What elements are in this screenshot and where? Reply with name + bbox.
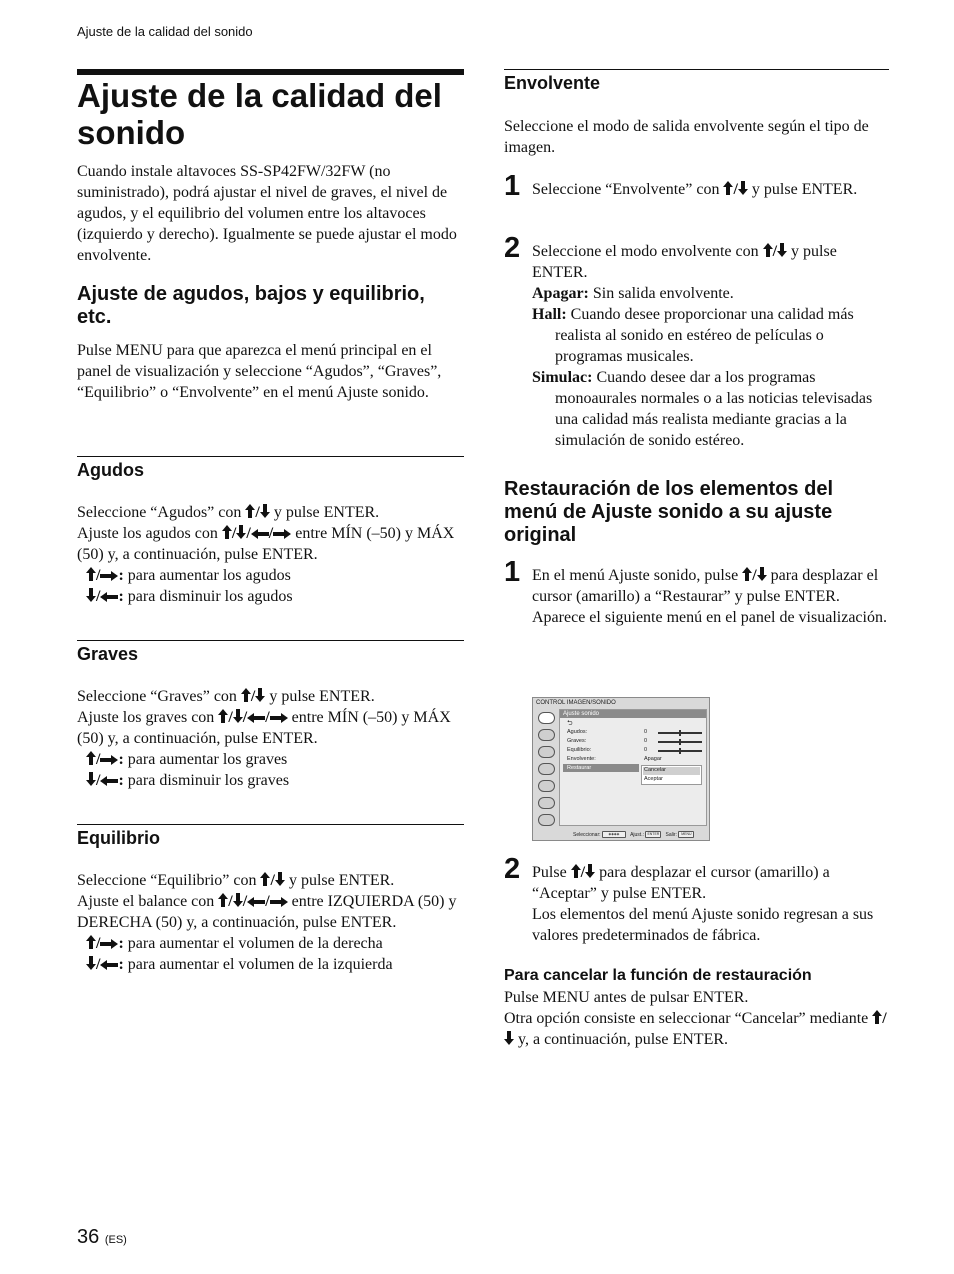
arrow-up-icon xyxy=(241,688,251,702)
enter-key: ENTER xyxy=(645,831,661,838)
graves-body: Seleccione “Graves” con / y pulse ENTER. Ajuste los graves con / / / entre MÍN (–50) y MÁX (50) y, a continuación, pulse ENTER. / : para aumentar los graves / : para disminuir los graves xyxy=(77,688,451,789)
clock-icon xyxy=(538,797,555,809)
restore-step2: Pulse / para desplazar el cursor (amarillo) a “Aceptar” y pulse ENTER. Los elementos del menú Ajuste sonido regresan a sus valores predeterminados de fábrica. xyxy=(532,864,874,944)
arrow-right-icon xyxy=(100,755,118,765)
arrow-down-icon xyxy=(255,688,265,702)
footer-adjust-label: Ajust.: xyxy=(630,831,644,838)
arrow-up-icon xyxy=(218,709,228,723)
envolvente-rule xyxy=(504,69,889,70)
menu-row-value: 0 xyxy=(644,738,648,744)
arrow-down-icon xyxy=(504,1031,514,1045)
arrow-right-icon xyxy=(100,939,118,949)
menu-row-label: Envolvente: xyxy=(567,756,596,762)
arrow-up-icon xyxy=(723,181,733,195)
equilibrio-body: Seleccione “Equilibrio” con / y pulse ENTER. Ajuste el balance con / / / entre IZQUIERDA (50) y DERECHA (50) y, a continuación, pulse ENTER. / : para aumentar el volumen de la derecha / : para aumentar el volumen de la izquierda xyxy=(77,872,457,973)
arrow-down-icon xyxy=(585,864,595,878)
arrow-down-icon xyxy=(260,504,270,518)
arrow-up-icon xyxy=(763,243,773,257)
arrow-down-icon xyxy=(86,772,96,786)
arrow-left-icon xyxy=(100,960,118,970)
arrow-left-icon xyxy=(247,897,265,907)
menu-sidebar xyxy=(535,709,559,829)
arrow-down-icon xyxy=(86,956,96,970)
step-number: 2 xyxy=(504,853,521,885)
arrow-down-icon xyxy=(233,893,243,907)
arrow-up-icon xyxy=(86,935,96,949)
menu-row-label: Graves: xyxy=(567,738,587,744)
step-number: 2 xyxy=(504,232,521,264)
popup-option-cancel: Cancelar xyxy=(644,767,667,773)
arrow-up-icon xyxy=(872,1010,882,1024)
envolvente-intro: Seleccione el modo de salida envolvente según el tipo de imagen. xyxy=(504,118,869,156)
arrow-down-icon xyxy=(236,525,246,539)
picture-icon xyxy=(538,729,555,741)
menu-row-label: Agudos: xyxy=(567,729,588,735)
options-icon xyxy=(538,814,555,826)
step-number: 1 xyxy=(504,170,521,202)
menu-footer xyxy=(573,831,694,839)
running-header: Ajuste de la calidad del sonido xyxy=(77,24,253,39)
arrow-right-icon xyxy=(273,529,291,539)
adjust-paragraph: Pulse MENU para que aparezca el menú principal en el panel de visualización y seleccione “Agudos”, “Graves”, “Equilibrio” o “Envolvente” en el menú Ajuste sonido. xyxy=(77,342,442,401)
slider-knob xyxy=(679,739,681,745)
slider-knob xyxy=(679,730,681,736)
arrow-left-icon xyxy=(247,713,265,723)
popup-option-accept: Aceptar xyxy=(644,776,663,782)
envolvente-step1: Seleccione “Envolvente” con / y pulse ENTER. xyxy=(532,181,858,198)
menu-key: MENU xyxy=(678,831,694,838)
menu-row-label: Equilibrio: xyxy=(567,747,592,753)
arrow-up-icon xyxy=(218,893,228,907)
slider-knob xyxy=(679,748,681,754)
input-icon xyxy=(538,780,555,792)
equilibrio-rule xyxy=(77,824,464,825)
arrow-up-icon xyxy=(222,525,232,539)
arrow-left-icon xyxy=(100,776,118,786)
intro-paragraph: Cuando instale altavoces SS-SP42FW/32FW (no suministrado), podrá ajustar el nivel de graves, el nivel de agudos, y el equilibrio del volumen entre los altavoces (izquierdo y derecho). Igualmente se puede ajustar el modo envolvente. xyxy=(77,163,457,264)
graves-heading: Graves xyxy=(77,644,139,664)
sound-icon xyxy=(538,712,555,724)
arrow-up-icon xyxy=(86,751,96,765)
arrow-up-icon xyxy=(571,864,581,878)
page-number: 36 (ES) xyxy=(77,1226,127,1248)
agudos-heading: Agudos xyxy=(77,460,144,480)
menu-panel xyxy=(559,709,707,826)
menu-title: CONTROL IMAGEN/SONIDO xyxy=(536,700,616,706)
setup-icon xyxy=(538,763,555,775)
restore-step1: En el menú Ajuste sonido, pulse / para desplazar el cursor (amarillo) a “Restaurar” y pulse ENTER. Aparece el siguiente menú en el panel de visualización. xyxy=(532,567,887,626)
arrow-up-icon xyxy=(245,504,255,518)
agudos-rule xyxy=(77,456,464,457)
arrow-right-icon xyxy=(100,571,118,581)
arrow-right-icon xyxy=(270,897,288,907)
arrow-left-icon xyxy=(251,529,269,539)
arrow-up-icon xyxy=(86,567,96,581)
equilibrio-heading: Equilibrio xyxy=(77,828,160,848)
arrow-down-icon xyxy=(275,872,285,886)
arrow-keys-icon: ◈◈◈◈ xyxy=(602,831,626,838)
menu-row-value: 0 xyxy=(644,747,648,753)
restore-popup xyxy=(641,765,702,785)
menu-row-selected: Restaurar xyxy=(563,764,639,772)
restore-heading: Restauración de los elementos del menú de Ajuste sonido a su ajuste original xyxy=(504,478,833,546)
adjust-heading: Ajuste de agudos, bajos y equilibrio, etc. xyxy=(77,283,425,328)
arrow-down-icon xyxy=(86,588,96,602)
arrow-up-icon xyxy=(742,567,752,581)
graves-rule xyxy=(77,640,464,641)
cancel-body: Pulse MENU antes de pulsar ENTER. Otra opción consiste en seleccionar “Cancelar” mediante / y, a continuación, pulse ENTER. xyxy=(504,989,887,1048)
envolvente-step2: Seleccione el modo envolvente con / y pulse ENTER. Apagar: Sin salida envolvente. Hall: Cuando desee proporcionar una calidad más realista al sonido en estéreo de películas o programas musicales. Simulac: Cuando desee dar a los programas monoaurales normales o a las noticias televisadas una calidad más realista mediante gracias a la simulación de sonido estéreo. xyxy=(532,243,873,449)
footer-select-label: Seleccionar: xyxy=(573,831,601,838)
menu-screenshot xyxy=(532,697,710,841)
step-number: 1 xyxy=(504,556,521,588)
title-rule xyxy=(77,69,464,75)
arrow-down-icon xyxy=(757,567,767,581)
envolvente-heading: Envolvente xyxy=(504,73,601,93)
arrow-left-icon xyxy=(100,592,118,602)
arrow-down-icon xyxy=(233,709,243,723)
cancel-heading: Para cancelar la función de restauración xyxy=(504,967,812,984)
back-icon: ⮌ xyxy=(567,720,573,727)
arrow-down-icon xyxy=(738,181,748,195)
footer-exit-label: Salir: xyxy=(665,831,677,838)
arrow-right-icon xyxy=(270,713,288,723)
page-title: Ajuste de la calidad del sonido xyxy=(77,77,442,151)
menu-row-value: 0 xyxy=(644,729,648,735)
agudos-body: Seleccione “Agudos” con / y pulse ENTER. Ajuste los agudos con / / / entre MÍN (–50) y MÁX (50) y, a continuación, pulse ENTER. / : para aumentar los agudos / : para disminuir los agudos xyxy=(77,504,455,605)
arrow-down-icon xyxy=(777,243,787,257)
screen-icon xyxy=(538,746,555,758)
menu-panel-title: Ajuste sonido xyxy=(560,710,706,718)
arrow-up-icon xyxy=(260,872,270,886)
menu-row-value: Apagar xyxy=(644,756,662,762)
